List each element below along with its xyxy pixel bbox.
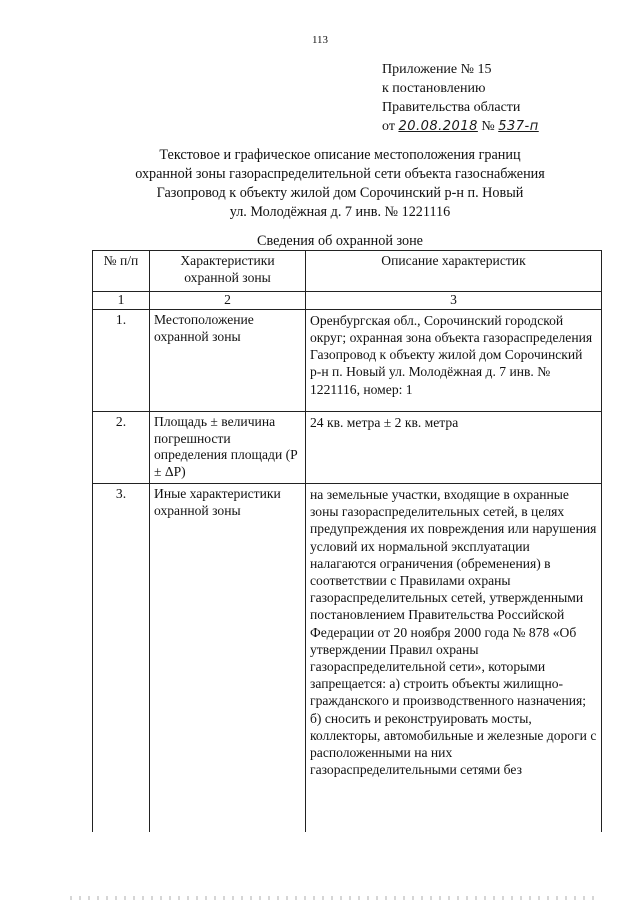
handwritten-date: 20.08.2018 xyxy=(398,119,478,134)
appendix-line-decree: к постановлению xyxy=(382,81,486,96)
appendix-date-line xyxy=(382,117,539,136)
table-caption: Сведения об охранной зоне xyxy=(257,233,423,249)
row-characteristic: Местоположение охранной зоны xyxy=(150,309,306,411)
title-line-4: ул. Молодёжная д. 7 инв. № 1221116 xyxy=(229,204,451,220)
column-number: 3 xyxy=(306,292,602,310)
row-number: 2. xyxy=(93,411,150,483)
header-number: № п/п xyxy=(93,251,150,292)
title-line-3: Газопровод к объекту жилой дом Сорочинский р-н п. Новый xyxy=(156,185,524,201)
title-line-2: охранной зоны газораспределительной сети объекта газоснабжения xyxy=(135,166,545,182)
title-line-1: Текстовое и графическое описание местоположения границ xyxy=(159,147,521,163)
column-number: 1 xyxy=(93,292,150,310)
table-row xyxy=(93,309,602,411)
number-prefix: № xyxy=(481,119,495,134)
header-characteristic: Характеристики охранной зоны xyxy=(150,251,306,292)
row-number: 3. xyxy=(93,483,150,832)
header-description: Описание характеристик xyxy=(306,251,602,292)
page-number: 113 xyxy=(311,34,329,46)
scan-noise xyxy=(70,896,600,900)
handwritten-number: 537-п xyxy=(498,119,539,134)
appendix-title: Приложение № 15 xyxy=(382,62,492,77)
table-row xyxy=(93,483,602,832)
table-header-row xyxy=(93,251,602,292)
row-description: на земельные участки, входящие в охранные зоны газораспределительных сетей, в целях предупреждения их повреждения или нарушения условий их нормальной эксплуатации налагаются ограничения (обременения) в соответствии с Правилами охраны газораспределительных сетей, утвержденными постановлением Правительства Российской Федерации от 20 ноября 2000 года № 878 «Об утверждении Правил охраны газораспределительной сети», которыми запрещается: а) строить объекты жилищно-гражданского и производственного назначения; б) сносить и реконструировать мосты, коллекторы, автомобильные и железные дороги с расположенными на них газораспределительными сетями без xyxy=(306,483,602,832)
appendix-line-government: Правительства области xyxy=(382,100,521,115)
document-title xyxy=(90,146,590,222)
date-prefix: от xyxy=(382,119,395,134)
table-row xyxy=(93,411,602,483)
row-description: Оренбургская обл., Сорочинский городской округ; охранная зона объекта газораспределения Газопровод к объекту жилой дом Сорочинский р-н п. Новый ул. Молодёжная д. 7 инв. № 1221116, номер: 1 xyxy=(306,309,602,411)
column-number-row xyxy=(93,292,602,310)
row-description: 24 кв. метра ± 2 кв. метра xyxy=(306,411,602,483)
appendix-block xyxy=(382,60,539,136)
column-number: 2 xyxy=(150,292,306,310)
row-characteristic: Площадь ± величина погрешности определения площади (P ± ΔP) xyxy=(150,411,306,483)
row-number: 1. xyxy=(93,309,150,411)
protection-zone-table xyxy=(92,250,602,832)
row-characteristic: Иные характеристики охранной зоны xyxy=(150,483,306,832)
